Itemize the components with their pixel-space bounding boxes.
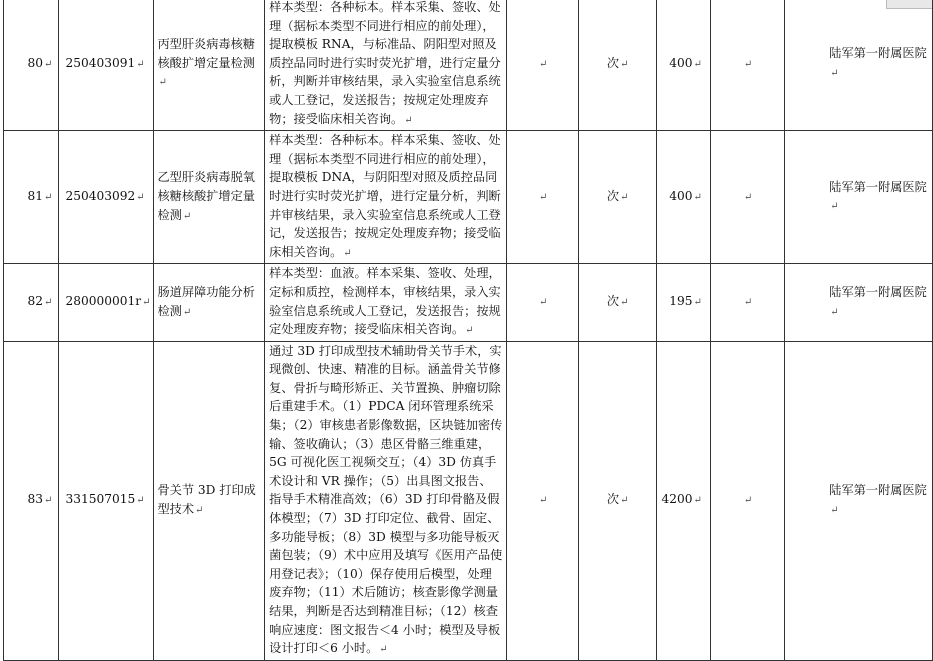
item-code: 280000001r↵ — [59, 264, 154, 341]
price-cell: 195↵ — [656, 264, 710, 341]
row-number: 82↵ — [4, 264, 59, 341]
table-row — [4, 341, 933, 660]
empty-cell: ↵ — [506, 341, 578, 660]
table-row — [4, 131, 933, 264]
item-name: 丙型肝炎病毒核糖核酸扩增定量检测↵ — [154, 0, 265, 131]
hospital-cell: 陆军第一附属医院↵ — [785, 131, 933, 264]
table-row — [4, 0, 933, 131]
item-description: 通过 3D 打印成型技术辅助骨关节手术，实现微创、快速、精准的目标。涵盖骨关节修复、骨折与畸形矫正、关节置换、肿瘤切除后重建手术。（1）PDCA 闭环管理系统采集；（2）审核患者影像数据，区块链加密传输、签收确认；（3）患区骨骼三维重建，5G 可视化医工视频交互；（4）3D 仿真手术设计和 VR 操作；（5）出具图文报告、指导手术精准高效；（6）3D 打印骨骼及假体模型；（7）3D 打印定位、截骨、固定、多功能导板；（8）3D 模型与多功能导板灭菌包装；（9）术中应用及填写《医用产品使用登记表》；（10）保存使用后模型，处理废弃物；（11）术后随访；核查影像学测量结果，判断是否达到精准目标；（12）核查响应速度：图文报告＜4 小时；模型及导板设计打印＜6 小时。↵ — [265, 341, 507, 660]
unit-cell: 次↵ — [579, 131, 656, 264]
unit-cell: 次↵ — [579, 341, 656, 660]
empty-cell: ↵ — [710, 0, 784, 131]
empty-cell: ↵ — [710, 131, 784, 264]
item-description: 样本类型：各种标本。样本采集、签收、处理（据标本类型不同进行相应的前处理），提取模板 RNA，与标准品、阴阳型对照及质控品同时进行实时荧光扩增，进行定量分析，判断并审核结果，录入实验室信息系统或人工登记，发送报告；按规定处理废弃物；接受临床相关咨询。↵ — [265, 0, 507, 131]
unit-cell: 次↵ — [579, 264, 656, 341]
hospital-cell: 陆军第一附属医院↵ — [785, 0, 933, 131]
hospital-cell: 陆军第一附属医院↵ — [785, 341, 933, 660]
row-number: 81↵ — [4, 131, 59, 264]
item-code: 331507015↵ — [59, 341, 154, 660]
item-description: 样本类型：血液。样本采集、签收、处理，定标和质控，检测样本，审核结果，录入实验室信息系统或人工登记，发送报告；按规定处理废弃物；接受临床相关咨询。↵ — [265, 264, 507, 341]
empty-cell: ↵ — [506, 264, 578, 341]
item-name: 肠道屏障功能分析检测↵ — [154, 264, 265, 341]
price-cell: 4200↵ — [656, 341, 710, 660]
item-description: 样本类型：各种标本。样本采集、签收、处理（据标本类型不同进行相应的前处理），提取模板 DNA，与阴阳型对照及质控品同时进行实时荧光扩增，进行定量分析，判断并审核结果，录入实验室信息系统或人工登记，发送报告；按规定处理废弃物；接受临床相关咨询。↵ — [265, 131, 507, 264]
item-name: 乙型肝炎病毒脱氧核糖核酸扩增定量检测↵ — [154, 131, 265, 264]
hospital-cell: 陆军第一附属医院↵ — [785, 264, 933, 341]
empty-cell: ↵ — [506, 0, 578, 131]
item-code: 250403091↵ — [59, 0, 154, 131]
item-code: 250403092↵ — [59, 131, 154, 264]
price-cell: 400↵ — [656, 0, 710, 131]
empty-cell: ↵ — [710, 264, 784, 341]
fee-table — [3, 0, 933, 661]
unit-cell: 次↵ — [579, 0, 656, 131]
item-name: 骨关节 3D 打印成型技术↵ — [154, 341, 265, 660]
table-row — [4, 264, 933, 341]
row-number: 83↵ — [4, 341, 59, 660]
empty-cell: ↵ — [506, 131, 578, 264]
empty-cell: ↵ — [710, 341, 784, 660]
price-cell: 400↵ — [656, 131, 710, 264]
row-number: 80↵ — [4, 0, 59, 131]
